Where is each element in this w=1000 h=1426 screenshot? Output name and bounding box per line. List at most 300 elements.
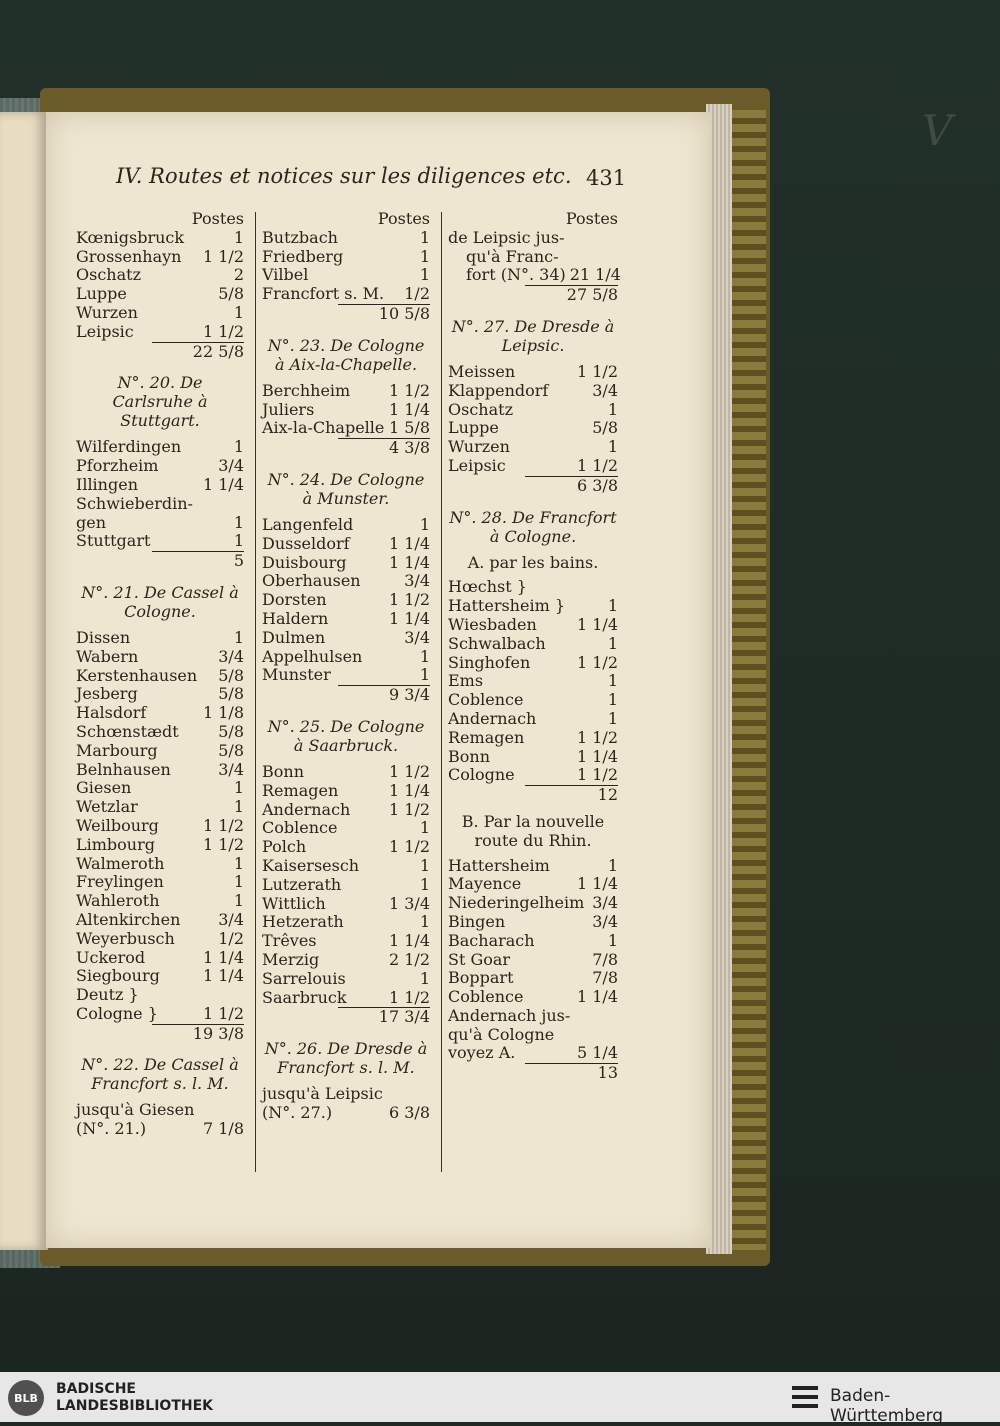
route-row xyxy=(76,836,244,855)
place-name: Oschatz xyxy=(448,399,513,419)
column-3 xyxy=(448,209,621,1083)
postes-value: 1 1/4 xyxy=(388,399,430,419)
postes-value: 1 1/2 xyxy=(576,455,618,475)
library-name-line1: BADISCHE xyxy=(56,1381,136,1397)
postes-value: 3/4 xyxy=(218,909,244,929)
route-row xyxy=(76,761,244,780)
route-total: 12 xyxy=(597,785,618,805)
route-row xyxy=(448,1026,618,1045)
postes-value: 3/4 xyxy=(592,911,618,931)
place-name: Mayence xyxy=(448,874,522,894)
place-name: Hattersheim xyxy=(448,855,550,875)
place-name: Wurzen xyxy=(448,437,510,457)
route-row xyxy=(262,666,430,685)
route-row xyxy=(262,895,430,914)
route-row xyxy=(76,629,244,648)
postes-value: 1 xyxy=(419,265,430,285)
place-name: Schwalbach xyxy=(448,633,546,653)
postes-value: 1 xyxy=(607,930,618,950)
postes-value xyxy=(240,1101,244,1120)
postes-value: 1 1/4 xyxy=(388,780,430,800)
postes-value: 1 xyxy=(233,512,244,532)
postes-value: 1 1/4 xyxy=(202,947,244,967)
route-row xyxy=(262,401,430,420)
route-subtitle: A. par les bains. xyxy=(467,552,599,572)
place-name: Trêves xyxy=(262,931,317,951)
route-total: 17 3/4 xyxy=(378,1007,430,1027)
place-name: Jesberg xyxy=(76,684,138,704)
place-name: Bonn xyxy=(262,761,304,781)
route-title: N°. 25. De Cologne à Saarbruck. xyxy=(267,716,425,755)
postes-value: 1 1/2 xyxy=(202,1003,244,1023)
place-name: Haldern xyxy=(262,608,329,628)
place-name: Dorsten xyxy=(262,590,327,610)
route-row xyxy=(448,748,618,767)
postes-value: 1 xyxy=(419,874,430,894)
route-row xyxy=(262,819,430,838)
cover-ornament xyxy=(728,110,766,1250)
place-name: qu'à Cologne xyxy=(448,1024,555,1044)
postes-value: 5/8 xyxy=(592,418,618,438)
postes-value: 1 xyxy=(607,690,618,710)
route-row xyxy=(262,1085,430,1104)
route-row xyxy=(262,382,430,401)
continuation-line: de Leipsic jus- xyxy=(448,227,565,247)
postes-value: 1 xyxy=(419,968,430,988)
postes-value: 1 1/2 xyxy=(388,761,430,781)
place-name: Dissen xyxy=(76,627,131,647)
route-row xyxy=(448,363,618,382)
left-page-edge xyxy=(0,112,48,1250)
route-row xyxy=(76,532,244,551)
route-row xyxy=(448,419,618,438)
route-row xyxy=(76,892,244,911)
route-row xyxy=(448,875,618,894)
place-name: Andernach jus- xyxy=(448,1005,571,1025)
postes-value: 1 xyxy=(607,671,618,691)
place-name: jusqu'à Giesen xyxy=(76,1100,195,1120)
column-rule-2 xyxy=(441,212,442,1172)
place-name: Lutzerath xyxy=(262,874,342,894)
route-row xyxy=(448,457,618,476)
place-name: Kœnigsbruck xyxy=(76,227,185,247)
postes-value: 1 1/4 xyxy=(576,987,618,1007)
place-name: Halsdorf xyxy=(76,703,147,723)
route-row xyxy=(262,516,430,535)
place-name: Berchheim xyxy=(262,380,351,400)
postes-header: Postes xyxy=(565,209,618,228)
route-row xyxy=(76,704,244,723)
place-name: Oberhausen xyxy=(262,571,361,591)
route-row xyxy=(262,248,430,267)
place-name: Grossenhayn xyxy=(76,246,182,266)
place-name: Coblence xyxy=(448,690,524,710)
postes-value: 1 xyxy=(233,531,244,551)
postes-value: 1 xyxy=(607,437,618,457)
route-row xyxy=(262,951,430,970)
postes-value: 5/8 xyxy=(218,684,244,704)
route-total: 5 xyxy=(233,551,244,571)
postes-value: 1 1/4 xyxy=(576,874,618,894)
route-row xyxy=(262,970,430,989)
postes-value: 3/4 xyxy=(592,893,618,913)
place-name: Sarrelouis xyxy=(262,968,346,988)
postes-value xyxy=(240,986,244,1005)
route-row xyxy=(448,766,618,785)
postes-value: 5/8 xyxy=(218,721,244,741)
postes-value: 1 1/2 xyxy=(576,765,618,785)
postes-value: 1 xyxy=(419,665,430,685)
route-row xyxy=(76,967,244,986)
postes-value: 3/4 xyxy=(218,646,244,666)
route-row xyxy=(76,949,244,968)
route-row xyxy=(262,591,430,610)
postes-value: 5/8 xyxy=(218,740,244,760)
route-row xyxy=(76,648,244,667)
route-row xyxy=(448,988,618,1007)
postes-value: 1 xyxy=(607,399,618,419)
route-row xyxy=(262,572,430,591)
place-name: Schœnstædt xyxy=(76,721,179,741)
postes-value: 1 1/2 xyxy=(576,652,618,672)
postes-value: 1 1/2 xyxy=(388,380,430,400)
postes-value: 1 1/2 xyxy=(202,834,244,854)
route-row xyxy=(448,857,618,876)
route-row xyxy=(448,1007,618,1026)
route-title: N°. 24. De Cologne à Munster. xyxy=(267,469,425,508)
place-name: Limbourg xyxy=(76,834,155,854)
route-row xyxy=(76,476,244,495)
place-name: Coblence xyxy=(448,987,524,1007)
place-name: Klappendorf xyxy=(448,380,549,400)
place-name: Pforzheim xyxy=(76,456,159,476)
place-name: Wetzlar xyxy=(76,797,138,817)
postes-value: 7/8 xyxy=(592,968,618,988)
postes-value: 1 xyxy=(233,627,244,647)
route-row xyxy=(76,266,244,285)
route-total: 4 3/8 xyxy=(388,438,430,458)
place-name: Stuttgart xyxy=(76,531,151,551)
postes-value: 1 xyxy=(607,596,618,616)
route-row xyxy=(448,932,618,951)
postes-header: Postes xyxy=(377,209,430,228)
route-total: 19 3/8 xyxy=(192,1023,244,1043)
place-name: gen xyxy=(76,512,107,532)
place-name: Schwieberdin- xyxy=(76,493,193,513)
route-row xyxy=(76,798,244,817)
place-name: Hattersheim } xyxy=(448,596,566,616)
postes-value: 1 1/4 xyxy=(576,614,618,634)
route-row xyxy=(262,629,430,648)
place-name: Freylingen xyxy=(76,872,164,892)
route-row xyxy=(76,229,244,248)
route-row xyxy=(448,969,618,988)
place-name: Butzbach xyxy=(262,227,338,247)
place-name: (N°. 27.) xyxy=(262,1102,333,1122)
route-row xyxy=(76,457,244,476)
route-row xyxy=(76,855,244,874)
route-row xyxy=(76,986,244,1005)
place-name: Merzig xyxy=(262,949,320,969)
route-title: N°. 27. De Dresde à Leipsic. xyxy=(451,316,615,355)
place-name: Weyerbusch xyxy=(76,928,175,948)
postes-value xyxy=(614,578,618,597)
route-title: N°. 28. De Francfort à Cologne. xyxy=(449,507,617,546)
route-row xyxy=(262,648,430,667)
place-name: St Goar xyxy=(448,949,511,969)
route-title: N°. 20. De Carlsruhe à Stuttgart. xyxy=(112,373,208,431)
route-row xyxy=(262,535,430,554)
postes-header: Postes xyxy=(191,209,244,228)
postes-value: 1 xyxy=(233,872,244,892)
route-row xyxy=(448,438,618,457)
route-total: 9 3/4 xyxy=(388,685,430,705)
route-title: N°. 22. De Cassel à Francfort s. l. M. xyxy=(81,1055,239,1094)
route-row xyxy=(448,265,621,285)
place-name: Wiesbaden xyxy=(448,614,537,634)
postes-value: 6 3/8 xyxy=(388,1102,430,1122)
place-name: Cologne } xyxy=(76,1003,158,1023)
postes-value: 5 1/4 xyxy=(576,1043,618,1063)
postes-value: 1 xyxy=(233,853,244,873)
postes-value: 1 1/4 xyxy=(388,533,430,553)
route-row xyxy=(76,304,244,323)
route-row xyxy=(448,578,618,597)
route-row xyxy=(262,989,430,1008)
route-total: 6 3/8 xyxy=(576,475,618,495)
route-row xyxy=(262,266,430,285)
route-row xyxy=(76,742,244,761)
place-name: Deutz } xyxy=(76,985,139,1005)
postes-value: 1 1/2 xyxy=(202,321,244,341)
place-name: Giesen xyxy=(76,778,132,798)
place-name: Hœchst } xyxy=(448,577,527,597)
place-name: Andernach xyxy=(262,799,351,819)
place-name: Bingen xyxy=(448,911,506,931)
postes-value: 1 xyxy=(419,514,430,534)
postes-value: 1 xyxy=(419,227,430,247)
postes-value: 1/2 xyxy=(218,928,244,948)
postes-value: 3/4 xyxy=(592,380,618,400)
route-row xyxy=(76,1005,244,1024)
route-row xyxy=(448,951,618,970)
postes-value: 3/4 xyxy=(218,759,244,779)
place-name: Polch xyxy=(262,837,307,857)
route-row xyxy=(76,817,244,836)
route-row xyxy=(448,654,618,673)
running-head: IV. Routes et notices sur les diligences etc. xyxy=(116,164,572,188)
place-name: Meissen xyxy=(448,361,516,381)
route-row xyxy=(262,763,430,782)
postes-value: 21 1/4 xyxy=(569,265,621,285)
route-row xyxy=(76,873,244,892)
place-name: Luppe xyxy=(448,418,499,438)
route-row xyxy=(448,597,618,616)
postes-value: 1 1/4 xyxy=(202,474,244,494)
postes-value: 1 1/2 xyxy=(388,799,430,819)
postes-value: 1 xyxy=(419,646,430,666)
route-row xyxy=(76,514,244,533)
route-title: N°. 23. De Cologne à Aix-la-Chapelle. xyxy=(267,335,425,374)
route-row xyxy=(76,323,244,342)
footer-bar xyxy=(0,1372,1000,1426)
place-name: Appelhulsen xyxy=(262,646,363,666)
margin-mark: V xyxy=(922,106,953,155)
postes-value: 1 xyxy=(233,437,244,457)
place-name: Dusseldorf xyxy=(262,533,350,553)
postes-value xyxy=(426,1085,430,1104)
column-rule-1 xyxy=(255,212,256,1172)
place-name: Leipsic xyxy=(448,455,506,475)
place-name: Altenkirchen xyxy=(76,909,181,929)
route-row xyxy=(448,401,618,420)
postes-value: 1 3/4 xyxy=(388,893,430,913)
route-total: 13 xyxy=(597,1063,618,1083)
postes-value: 1 1/2 xyxy=(388,837,430,857)
place-name: Ems xyxy=(448,671,484,691)
place-name: Coblence xyxy=(262,818,338,838)
route-row xyxy=(262,554,430,573)
route-row xyxy=(76,1120,244,1139)
route-row xyxy=(448,710,618,729)
place-name: Juliers xyxy=(262,399,315,419)
postes-value: 1 1/2 xyxy=(202,246,244,266)
route-row xyxy=(448,894,618,913)
postes-value: 1 xyxy=(233,797,244,817)
postes-value: 7/8 xyxy=(592,949,618,969)
place-name: Illingen xyxy=(76,474,138,494)
place-name: Aix-la-Chapelle xyxy=(262,418,385,438)
route-total: 10 5/8 xyxy=(378,303,430,323)
place-name: Remagen xyxy=(262,780,339,800)
route-row xyxy=(76,285,244,304)
route-row xyxy=(262,801,430,820)
place-name: Siegbourg xyxy=(76,966,160,986)
postes-value: 1 1/2 xyxy=(202,815,244,835)
route-row xyxy=(262,782,430,801)
route-row xyxy=(262,857,430,876)
route-row xyxy=(76,779,244,798)
route-subtitle: B. Par la nouvelle route du Rhin. xyxy=(461,811,605,850)
route-row xyxy=(448,691,618,710)
route-row xyxy=(262,913,430,932)
place-name: Vilbel xyxy=(262,265,309,285)
route-row xyxy=(448,1044,618,1063)
place-name: Niederingelheim xyxy=(448,893,585,913)
place-name: voyez A. xyxy=(448,1043,516,1063)
postes-value: 3/4 xyxy=(218,456,244,476)
postes-value xyxy=(240,495,244,514)
postes-value: 1 xyxy=(233,891,244,911)
postes-value: 5/8 xyxy=(218,665,244,685)
place-name: Oschatz xyxy=(76,265,141,285)
postes-value: 1 1/4 xyxy=(388,552,430,572)
postes-value: 1 xyxy=(607,708,618,728)
postes-value: 1 1/2 xyxy=(388,987,430,1007)
postes-value: 1 xyxy=(419,855,430,875)
place-name: Wabern xyxy=(76,646,139,666)
postes-value: 2 1/2 xyxy=(388,949,430,969)
column-2 xyxy=(262,210,430,1123)
state-lions-icon xyxy=(790,1383,820,1411)
state-name: Baden-Württemberg xyxy=(830,1386,944,1426)
postes-value: 1 1/4 xyxy=(388,608,430,628)
place-name: Marbourg xyxy=(76,740,158,760)
place-name: jusqu'à Leipsic xyxy=(262,1084,383,1104)
route-row xyxy=(262,932,430,951)
postes-value: 1 xyxy=(607,633,618,653)
place-name: Duisbourg xyxy=(262,552,347,572)
postes-value: 1 xyxy=(233,227,244,247)
place-name: Francfort s. M. xyxy=(262,284,385,304)
postes-value: 1 1/2 xyxy=(388,590,430,610)
place-name: Uckerod xyxy=(76,947,146,967)
place-name: Wilferdingen xyxy=(76,437,182,457)
route-row xyxy=(262,285,430,304)
place-name: Wittlich xyxy=(262,893,326,913)
column-1 xyxy=(76,210,244,1139)
route-row xyxy=(76,911,244,930)
place-name: Hetzerath xyxy=(262,912,344,932)
postes-value: 5/8 xyxy=(218,284,244,304)
place-name: Belnhausen xyxy=(76,759,171,779)
postes-value xyxy=(614,1026,618,1045)
route-title: N°. 21. De Cassel à Cologne. xyxy=(81,582,239,621)
postes-value: 1 xyxy=(419,818,430,838)
route-total: 27 5/8 xyxy=(566,285,618,305)
route-row xyxy=(262,876,430,895)
postes-value: 1 xyxy=(419,912,430,932)
place-name: (N°. 21.) xyxy=(76,1119,147,1139)
postes-value: 1 1/8 xyxy=(202,703,244,723)
route-row xyxy=(262,1104,430,1123)
place-name: Kaisersesch xyxy=(262,855,360,875)
postes-value: 1 1/4 xyxy=(388,931,430,951)
library-name xyxy=(56,1381,213,1415)
continuation-line: qu'à Franc- xyxy=(466,246,559,266)
postes-value: 3/4 xyxy=(404,571,430,591)
route-row xyxy=(76,438,244,457)
blb-logo[interactable]: BLB xyxy=(8,1380,44,1416)
place-name: Dulmen xyxy=(262,627,326,647)
route-row xyxy=(76,723,244,742)
place-name: Bonn xyxy=(448,746,490,766)
route-row xyxy=(448,635,618,654)
postes-value: 1 1/2 xyxy=(576,361,618,381)
postes-value: 1 1/4 xyxy=(576,746,618,766)
route-row xyxy=(448,672,618,691)
route-row xyxy=(262,419,430,438)
place-name: Leipsic xyxy=(76,321,134,341)
postes-value: 1 xyxy=(607,855,618,875)
route-row xyxy=(448,382,618,401)
page-number: 431 xyxy=(586,166,627,190)
postes-value xyxy=(614,1007,618,1026)
postes-value: 2 xyxy=(233,265,244,285)
place-name: Bacharach xyxy=(448,930,535,950)
route-row xyxy=(76,1101,244,1120)
place-name: Cologne xyxy=(448,765,515,785)
place-name: Luppe xyxy=(76,284,127,304)
place-name: Kerstenhausen xyxy=(76,665,198,685)
route-row xyxy=(448,913,618,932)
place-name: fort (N°. 34) xyxy=(466,265,566,285)
place-name: Remagen xyxy=(448,727,525,747)
route-row xyxy=(448,616,618,635)
route-row xyxy=(448,729,618,748)
place-name: Friedberg xyxy=(262,246,344,266)
postes-value: 1 xyxy=(419,246,430,266)
